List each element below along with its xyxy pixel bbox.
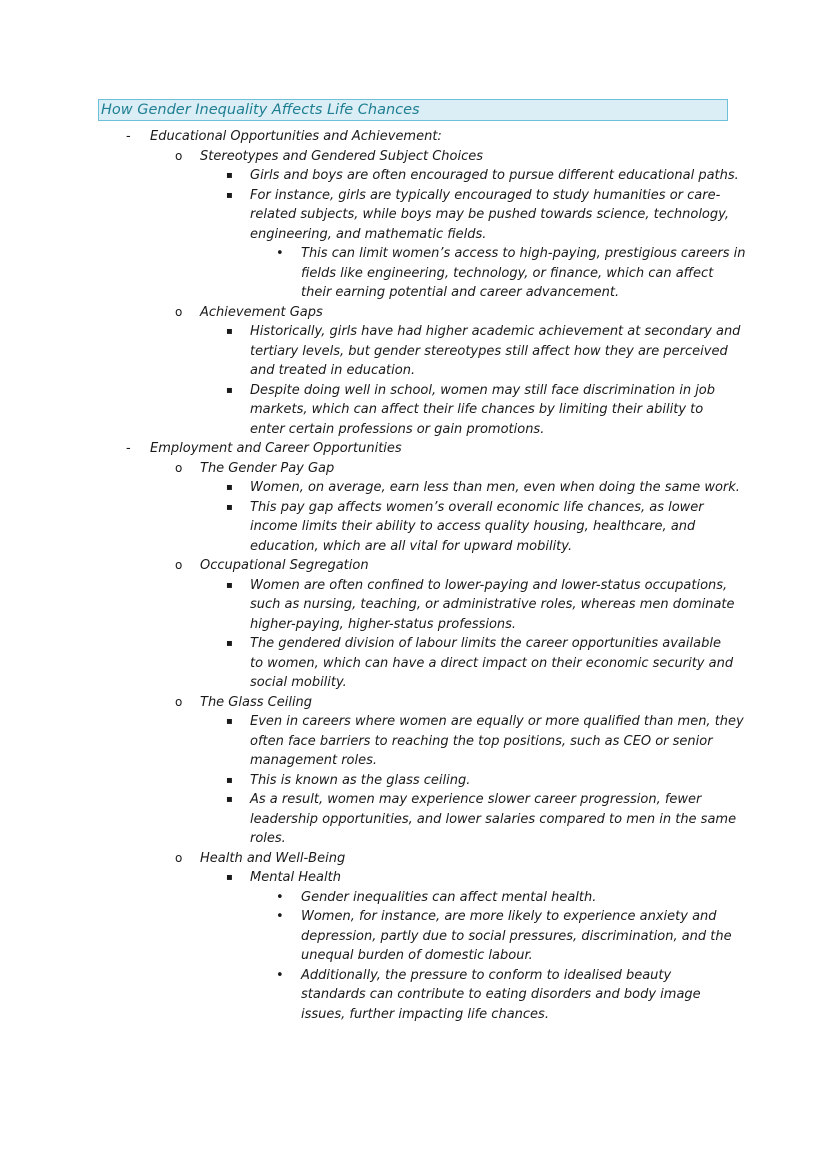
dash-bullet-icon: - [126, 441, 131, 456]
list-item-continuation [0, 400, 828, 420]
list-item-continuation [0, 615, 828, 635]
list-item-continuation [0, 946, 828, 966]
circle-bullet-icon: o [175, 558, 183, 572]
list-item-level-3 [0, 712, 828, 732]
list-item-level-2 [0, 303, 828, 323]
square-bullet-icon: ▪ [226, 794, 233, 805]
list-item-text: and treated in education. [250, 363, 416, 378]
list-item-text: Occupational Segregation [200, 558, 369, 573]
list-item-text: Stereotypes and Gendered Subject Choices [200, 148, 483, 164]
list-item-text: often face barriers to reaching the top positions, such as CEO or senior [250, 733, 713, 749]
list-item-text: Health and Well-Being [200, 850, 346, 866]
list-item-level-2 [0, 693, 828, 713]
square-bullet-icon: ▪ [226, 326, 233, 337]
list-item-text: depression, partly due to social pressures, discrimination, and the [301, 928, 732, 944]
outline-list [0, 127, 828, 1024]
list-item-text: Women, on average, earn less than men, even when doing the same work. [250, 480, 740, 495]
list-item-text: issues, further impacting life chances. [301, 1006, 549, 1022]
list-item-text: to women, which can have a direct impact on their economic security and [250, 655, 734, 671]
list-item-text: roles. [250, 831, 286, 846]
list-item-level-4 [0, 907, 828, 927]
list-item-continuation [0, 595, 828, 615]
list-item-continuation [0, 985, 828, 1005]
list-item-text: This pay gap affects women’s overall economic life chances, as lower [250, 499, 704, 515]
square-bullet-icon: ▪ [226, 170, 233, 181]
list-item-text: This is known as the glass ceiling. [250, 772, 471, 788]
list-item-text: Despite doing well in school, women may still face discrimination in job [250, 382, 716, 398]
list-item-text: their earning potential and career advancement. [301, 285, 620, 300]
list-item-level-1 [0, 439, 828, 459]
square-bullet-icon: ▪ [226, 384, 233, 396]
list-item-continuation [0, 751, 828, 771]
dot-bullet-icon: • [276, 967, 284, 983]
list-item-level-2 [0, 459, 828, 479]
circle-bullet-icon: o [175, 304, 183, 319]
list-item-text: The gendered division of labour limits the career opportunities available [250, 636, 721, 651]
list-item-continuation [0, 810, 828, 830]
list-item-text: Historically, girls have had higher academic achievement at secondary and [250, 324, 741, 339]
circle-bullet-icon: o [175, 148, 183, 163]
list-item-continuation [0, 342, 828, 362]
list-item-continuation [0, 420, 828, 440]
list-item-level-3 [0, 478, 828, 498]
list-item-text: management roles. [250, 753, 378, 768]
list-item-level-3 [0, 576, 828, 596]
square-bullet-icon: ▪ [226, 482, 233, 493]
list-item-text: Mental Health [250, 870, 341, 885]
section-heading: How Gender Inequality Affects Life Chances [98, 99, 728, 121]
list-item-continuation [0, 732, 828, 752]
list-item-level-4 [0, 244, 828, 264]
list-item-level-3 [0, 186, 828, 206]
list-item-level-3 [0, 771, 828, 791]
list-item-continuation [0, 927, 828, 947]
list-item-text: Additionally, the pressure to conform to idealised beauty [301, 967, 672, 983]
list-item-text: Gender inequalities can affect mental health. [301, 889, 597, 905]
list-item-level-3 [0, 322, 828, 342]
list-item-level-3 [0, 634, 828, 654]
list-item-text: income limits their ability to access quality housing, healthcare, and [250, 519, 696, 534]
list-item-text: such as nursing, teaching, or administrative roles, whereas men dominate [250, 597, 735, 612]
list-item-text: engineering, and mathematic fields. [250, 226, 487, 242]
list-item-text: markets, which can affect their life chances by limiting their ability to [250, 402, 704, 417]
list-item-text: standards can contribute to eating disorders and body image [301, 987, 701, 1002]
square-bullet-icon: ▪ [226, 774, 233, 786]
list-item-text: higher-paying, higher-status professions. [250, 616, 517, 632]
list-item-continuation [0, 225, 828, 245]
list-item-text: education, which are all vital for upward mobility. [250, 538, 573, 554]
circle-bullet-icon: o [175, 850, 183, 865]
square-bullet-icon: ▪ [226, 579, 233, 591]
list-item-text: Girls and boys are often encouraged to pursue different educational paths. [250, 168, 739, 183]
dot-bullet-icon: • [276, 246, 284, 261]
list-item-text: Even in careers where women are equally or more qualified than men, they [250, 714, 744, 729]
list-item-level-2 [0, 147, 828, 167]
list-item-text: This can limit women’s access to high-paying, prestigious careers in [301, 246, 746, 261]
list-item-continuation [0, 205, 828, 225]
list-item-level-1 [0, 127, 828, 147]
list-item-level-4 [0, 966, 828, 986]
list-item-text: Women, for instance, are more likely to experience anxiety and [301, 909, 717, 924]
dash-bullet-icon: - [126, 129, 131, 144]
list-item-continuation [0, 283, 828, 303]
list-item-level-4 [0, 888, 828, 908]
list-item-level-2 [0, 849, 828, 869]
list-item-text: For instance, girls are typically encouraged to study humanities or care- [250, 187, 721, 203]
list-item-text: tertiary levels, but gender stereotypes still affect how they are perceived [250, 343, 728, 359]
circle-bullet-icon: o [175, 694, 183, 709]
list-item-continuation [0, 829, 828, 849]
list-item-text: Educational Opportunities and Achievement: [150, 129, 442, 144]
list-item-text: related subjects, while boys may be pushed towards science, technology, [250, 207, 729, 222]
list-item-text: Employment and Career Opportunities [150, 441, 402, 456]
list-item-level-3 [0, 166, 828, 186]
square-bullet-icon: ▪ [226, 638, 233, 649]
dot-bullet-icon: • [276, 909, 284, 924]
square-bullet-icon: ▪ [226, 872, 233, 883]
list-item-continuation [0, 673, 828, 693]
square-bullet-icon: ▪ [226, 716, 233, 727]
list-item-continuation [0, 537, 828, 557]
list-item-text: The Gender Pay Gap [200, 460, 335, 476]
list-item-text: As a result, women may experience slower career progression, fewer [250, 792, 702, 807]
list-item-text: Women are often confined to lower-paying and lower-status occupations, [250, 577, 728, 593]
list-item-text: Achievement Gaps [200, 304, 323, 320]
list-item-continuation [0, 517, 828, 537]
list-item-level-3 [0, 790, 828, 810]
list-item-text: unequal burden of domestic labour. [301, 948, 533, 963]
square-bullet-icon: ▪ [226, 189, 233, 201]
list-item-text: social mobility. [250, 675, 347, 690]
circle-bullet-icon: o [175, 460, 183, 475]
list-item-continuation [0, 654, 828, 674]
list-item-level-2 [0, 556, 828, 576]
list-item-level-3 [0, 868, 828, 888]
list-item-text: The Glass Ceiling [200, 694, 313, 710]
list-item-continuation [0, 1005, 828, 1025]
list-item-level-3 [0, 498, 828, 518]
list-item-continuation [0, 361, 828, 381]
list-item-text: enter certain professions or gain promotions. [250, 421, 545, 437]
dot-bullet-icon: • [276, 889, 284, 905]
list-item-text: leadership opportunities, and lower salaries compared to men in the same [250, 811, 737, 827]
list-item-text: fields like engineering, technology, or finance, which can affect [301, 265, 714, 281]
list-item-continuation [0, 264, 828, 284]
square-bullet-icon: ▪ [226, 501, 233, 513]
list-item-level-3 [0, 381, 828, 401]
